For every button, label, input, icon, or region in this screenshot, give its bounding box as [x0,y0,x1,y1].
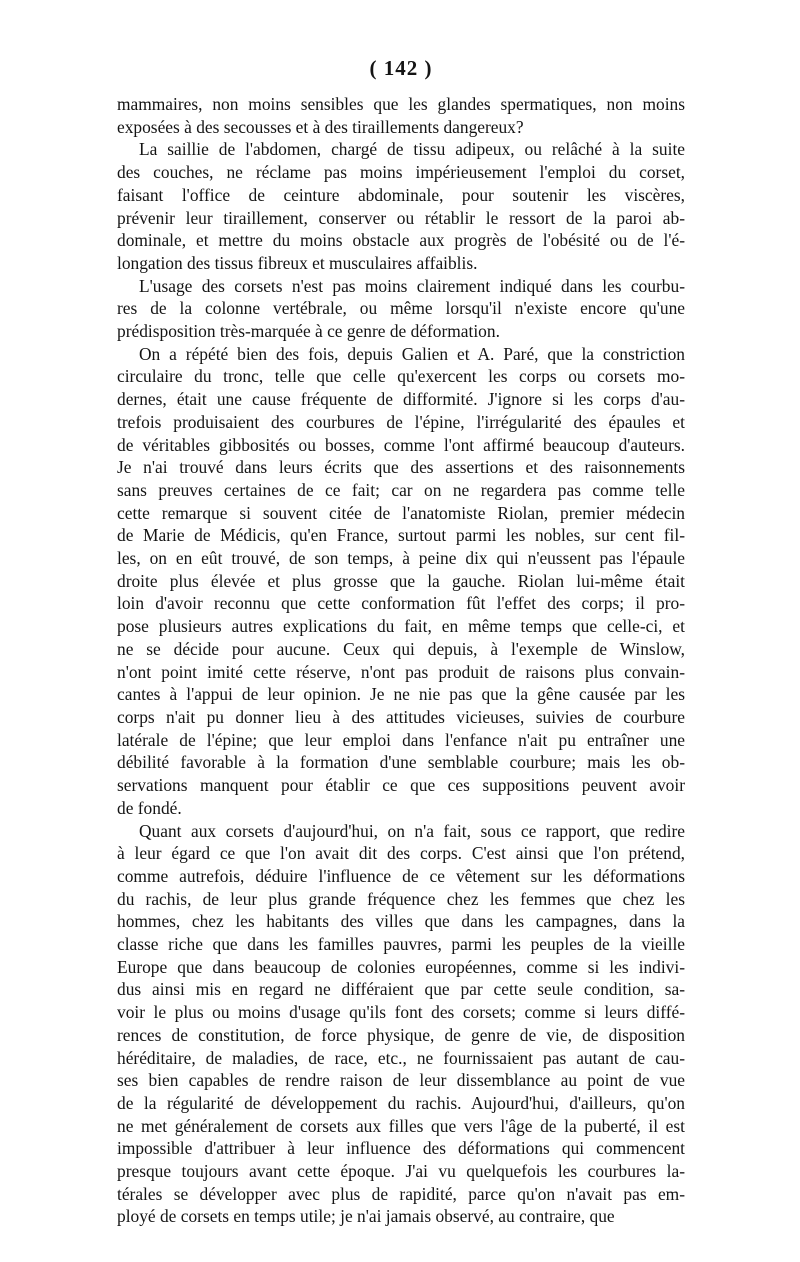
text-line: longation des tissus fibreux et musculaires affaiblis. [117,252,478,273]
text-line: de véritables gibbosités ou bosses, comme l'ont affirmé beaucoup d'auteurs. [117,434,685,455]
text-line: les, on en eût trouvé, de son temps, à peine dix qui n'eussent pas l'épaule [117,548,685,569]
text-line: presque toujours avant cette époque. J'ai vu quelquefois les courbures la- [117,1161,685,1182]
text-line: prédisposition très-marquée à ce genre de déformation. [117,321,500,342]
text-line: dernes, était une cause fréquente de difformité. J'ignore si les corps d'au- [117,389,685,410]
paragraph [117,343,685,820]
text-line: Je n'ai trouvé dans leurs écrits que des assertions et des raisonnements [117,457,685,478]
text-line: exposées à des secousses et à des tiraillements dangereux? [117,116,524,137]
text-line: droite plus élevée et plus grosse que la gauche. Riolan lui-même était [117,570,685,591]
text-line: du rachis, de leur plus grande fréquence chez les femmes que chez les [117,888,685,909]
text-line: mammaires, non moins sensibles que les glandes spermatiques, non moins [117,94,685,114]
text-line: Europe que dans beaucoup de colonies européennes, comme si les indivi- [117,956,685,977]
text-line: débilité favorable à la formation d'une semblable courbure; mais les ob- [117,752,685,773]
text-line: ne se décide pour aucune. Ceux qui depuis, à l'exemple de Winslow, [117,638,685,659]
paragraph [117,820,685,1229]
text-line: prévenir leur tiraillement, conserver ou rétablir le ressort de la paroi ab- [117,207,685,228]
text-line: trefois produisaient des courbures de l'épine, l'irrégularité des épaules et [117,411,685,432]
text-line: cantes à l'appui de leur opinion. Je ne nie pas que la gêne causée par les [117,684,685,705]
text-line: pose plusieurs autres explications du fait, en même temps que celle-ci, et [117,616,685,637]
text-line: latérale de l'épine; que leur emploi dans l'enfance n'ait pu entraîner une [117,729,685,750]
text-line: rences de constitution, de force physique, de genre de vie, de disposition [117,1024,685,1045]
text-line: circulaire du tronc, telle que celle qu'exercent les corps ou corsets mo- [117,366,685,387]
text-line: corps n'ait pu donner lieu à des attitudes vicieuses, suivies de courbure [117,706,685,727]
text-line: dus ainsi mis en regard ne différaient que par cette seule condition, sa- [117,979,685,1000]
text-line: à leur égard ce que l'on avait dit des corps. C'est ainsi que l'on prétend, [117,843,685,864]
text-line: de Marie de Médicis, qu'en France, surtout parmi les nobles, sur cent fil- [117,525,685,546]
text-line: Quant aux corsets d'aujourd'hui, on n'a fait, sous ce rapport, que redire [139,820,685,841]
text-line: voir le plus ou moins d'usage qu'ils font des corsets; comme si leurs diffé- [117,1002,685,1023]
paragraph [117,93,685,138]
text-line: sans preuves certaines de ce fait; car on ne regardera pas comme telle [117,479,685,500]
text-line: de la régularité de développement du rachis. Aujourd'hui, d'ailleurs, qu'on [117,1092,685,1113]
page [117,56,685,1228]
text-line: classe riche que dans les familles pauvres, parmi les peuples de la vieille [117,934,685,955]
text-line: comme autrefois, déduire l'influence de ce vêtement sur les déformations [117,865,685,886]
text-line: servations manquent pour établir ce que ces suppositions peuvent avoir [117,775,685,796]
text-line: hommes, chez les habitants des villes que dans les campagnes, dans la [117,911,685,932]
text-line: dominale, et mettre du moins obstacle aux progrès de l'obésité ou de l'é- [117,230,685,251]
paragraph [117,275,685,343]
text-line: On a répété bien des fois, depuis Galien et A. Paré, que la constriction [139,343,685,364]
text-line: ne met généralement de corsets aux filles que vers l'âge de la puberté, il est [117,1115,685,1136]
text-line: L'usage des corsets n'est pas moins clairement indiqué dans les courbu- [139,275,685,296]
text-line: ses bien capables de rendre raison de leur dissemblance au point de vue [117,1070,685,1091]
text-line: des couches, ne réclame pas moins impérieusement l'emploi du corset, [117,162,685,183]
page-number: ( 142 ) [369,56,433,80]
text-line: La saillie de l'abdomen, chargé de tissu adipeux, ou relâché à la suite [139,139,685,160]
text-line: ployé de corsets en temps utile; je n'ai jamais observé, au contraire, que [117,1206,615,1227]
text-line: loin d'avoir reconnu que cette conformation fût l'effet des corps; il pro- [117,593,685,614]
text-line: cette remarque si souvent citée de l'anatomiste Riolan, premier médecin [117,502,685,523]
text-line: térales se développer avec plus de rapidité, parce qu'on n'avait pas em- [117,1183,685,1204]
text-line: n'ont point imité cette réserve, n'ont pas produit de raisons plus convain- [117,661,685,682]
text-line: faisant l'office de ceinture abdominale, pour soutenir les viscères, [117,184,685,205]
text-line: impossible d'attribuer à leur influence des déformations qui commencent [117,1138,685,1159]
text-line: héréditaire, de maladies, de race, etc., ne fournissaient pas autant de cau- [117,1047,685,1068]
body-text [117,93,685,1228]
paragraph [117,138,685,274]
text-line: res de la colonne vertébrale, ou même lorsqu'il n'existe encore qu'une [117,298,685,319]
text-line: de fondé. [117,797,182,818]
